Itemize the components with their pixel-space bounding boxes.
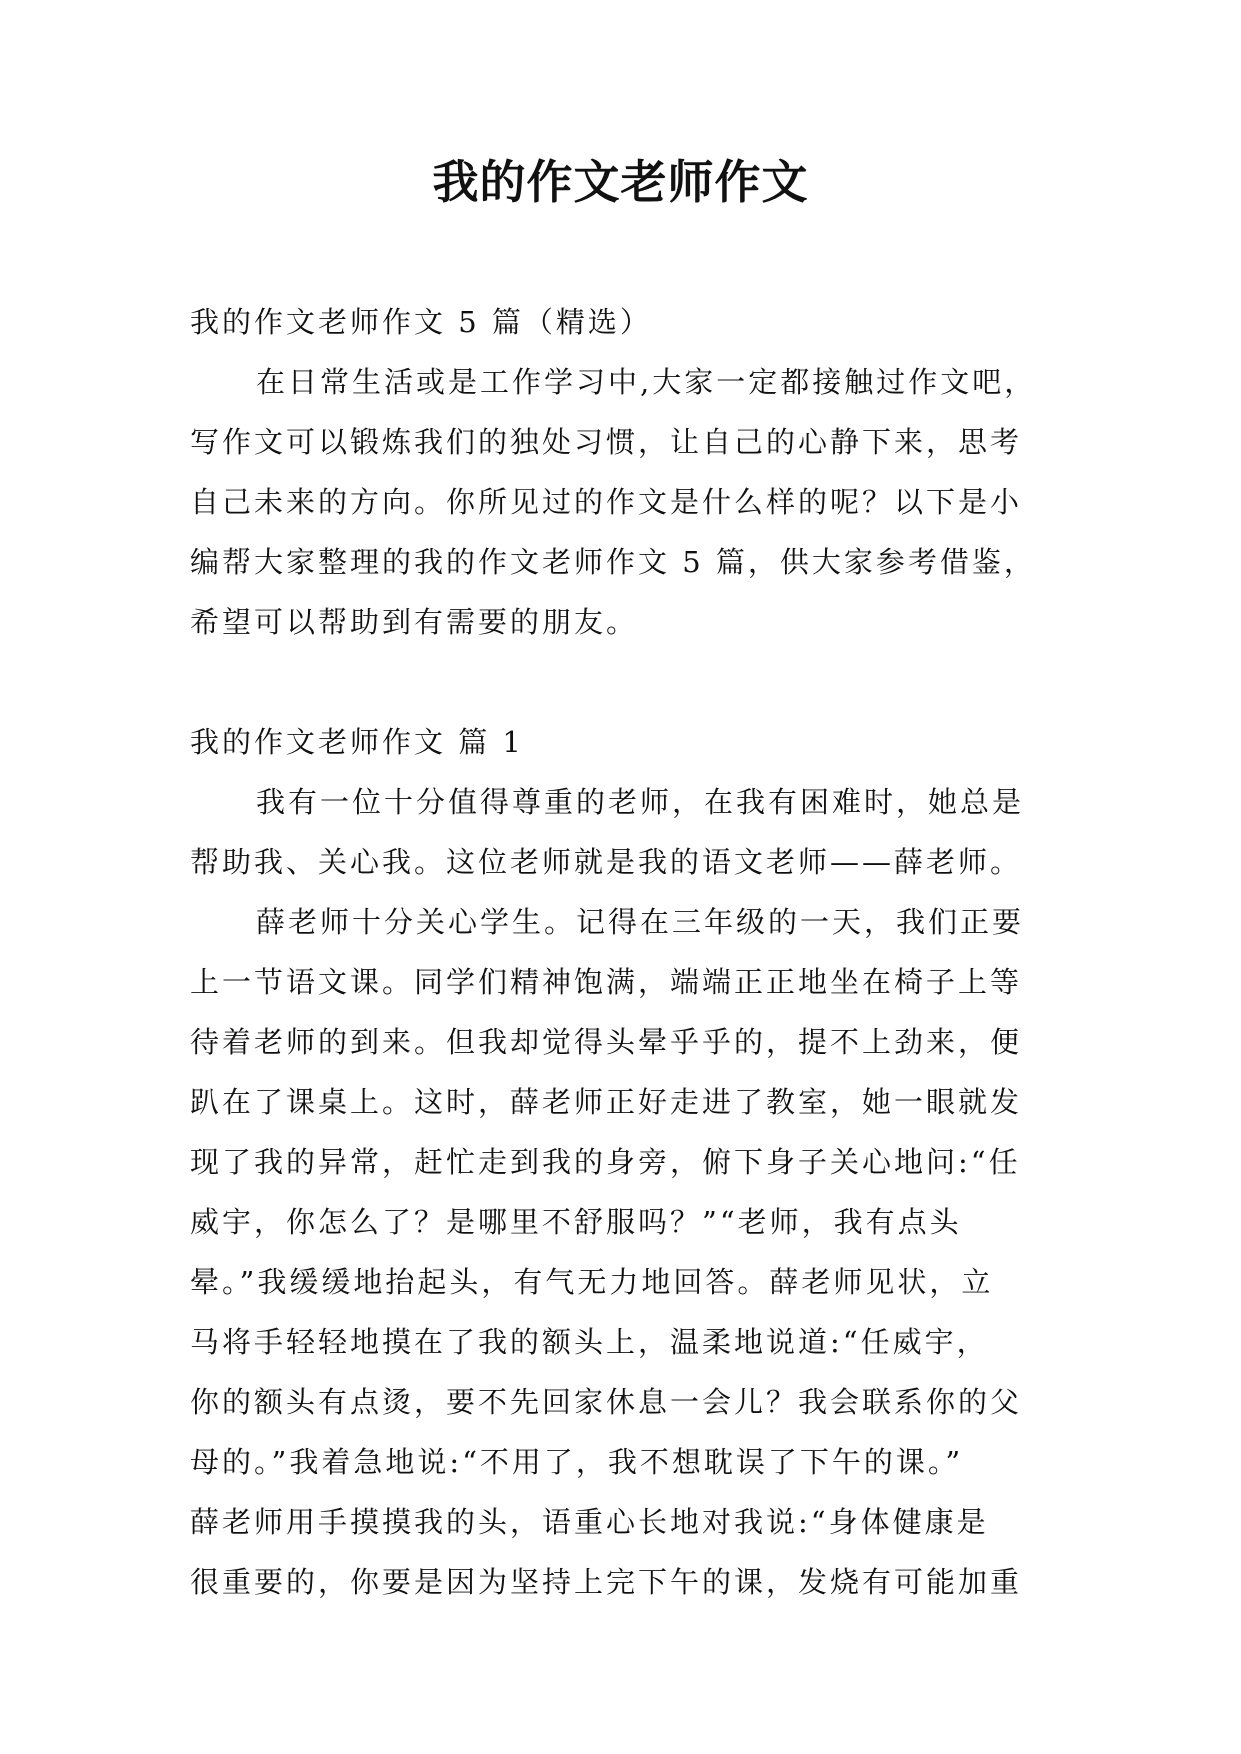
paragraph-line: 威宇，你怎么了？是哪里不舒服吗？”“老师，我有点头 — [190, 1205, 962, 1239]
paragraph-line: 母的。”我着急地说:“不用了，我不想耽误了下午的课。” — [190, 1445, 964, 1479]
paragraph-line: 上一节语文课。同学们精神饱满，端端正正地坐在椅子上等 — [190, 965, 1023, 999]
paragraph-line: 我有一位十分值得尊重的老师，在我有困难时，她总是 — [256, 785, 1025, 819]
paragraph-line: 薛老师用手摸摸我的头，语重心长地对我说:“身体健康是 — [190, 1505, 989, 1539]
subtitle-line: 我的作文老师作文 5 篇（精选） — [190, 305, 652, 339]
paragraph-line: 自己未来的方向。你所见过的作文是什么样的呢？以下是小 — [190, 485, 1023, 519]
paragraph-line: 希望可以帮助到有需要的朋友。 — [190, 605, 639, 639]
paragraph-line: 很重要的，你要是因为坚持上完下午的课，发烧有可能加重 — [190, 1565, 1023, 1599]
paragraph-gap — [190, 652, 1060, 712]
paragraph-line: 你的额头有点烫，要不先回家休息一会儿？我会联系你的父 — [190, 1385, 1023, 1419]
paragraph-line: 待着老师的到来。但我却觉得头晕乎乎的，提不上劲来，便 — [190, 1025, 1023, 1059]
paragraph-line: 薛老师十分关心学生。记得在三年级的一天，我们正要 — [256, 905, 1025, 939]
paragraph-line: 马将手轻轻地摸在了我的额头上，温柔地说道:“任威宇， — [190, 1325, 989, 1359]
document-body — [190, 292, 1060, 1612]
paragraph-line: 现了我的异常，赶忙走到我的身旁，俯下身子关心地问:“任 — [190, 1145, 1021, 1179]
paragraph-line: 晕。”我缓缓地抬起头，有气无力地回答。薛老师见状，立 — [190, 1265, 994, 1299]
paragraph-line: 编帮大家整理的我的作文老师作文 5 篇，供大家参考借鉴， — [190, 545, 1036, 579]
page-title: 我的作文老师作文 — [432, 155, 809, 209]
section-heading: 我的作文老师作文 篇 1 — [190, 725, 524, 759]
paragraph-line: 趴在了课桌上。这时，薛老师正好走进了教室，她一眼就发 — [190, 1085, 1023, 1119]
paragraph-line: 帮助我、关心我。这位老师就是我的语文老师——薛老师。 — [190, 845, 1023, 879]
paragraph-line: 在日常生活或是工作学习中,大家一定都接触过作文吧， — [256, 365, 1037, 399]
paragraph-line: 写作文可以锻炼我们的独处习惯，让自己的心静下来，思考 — [190, 425, 1023, 459]
